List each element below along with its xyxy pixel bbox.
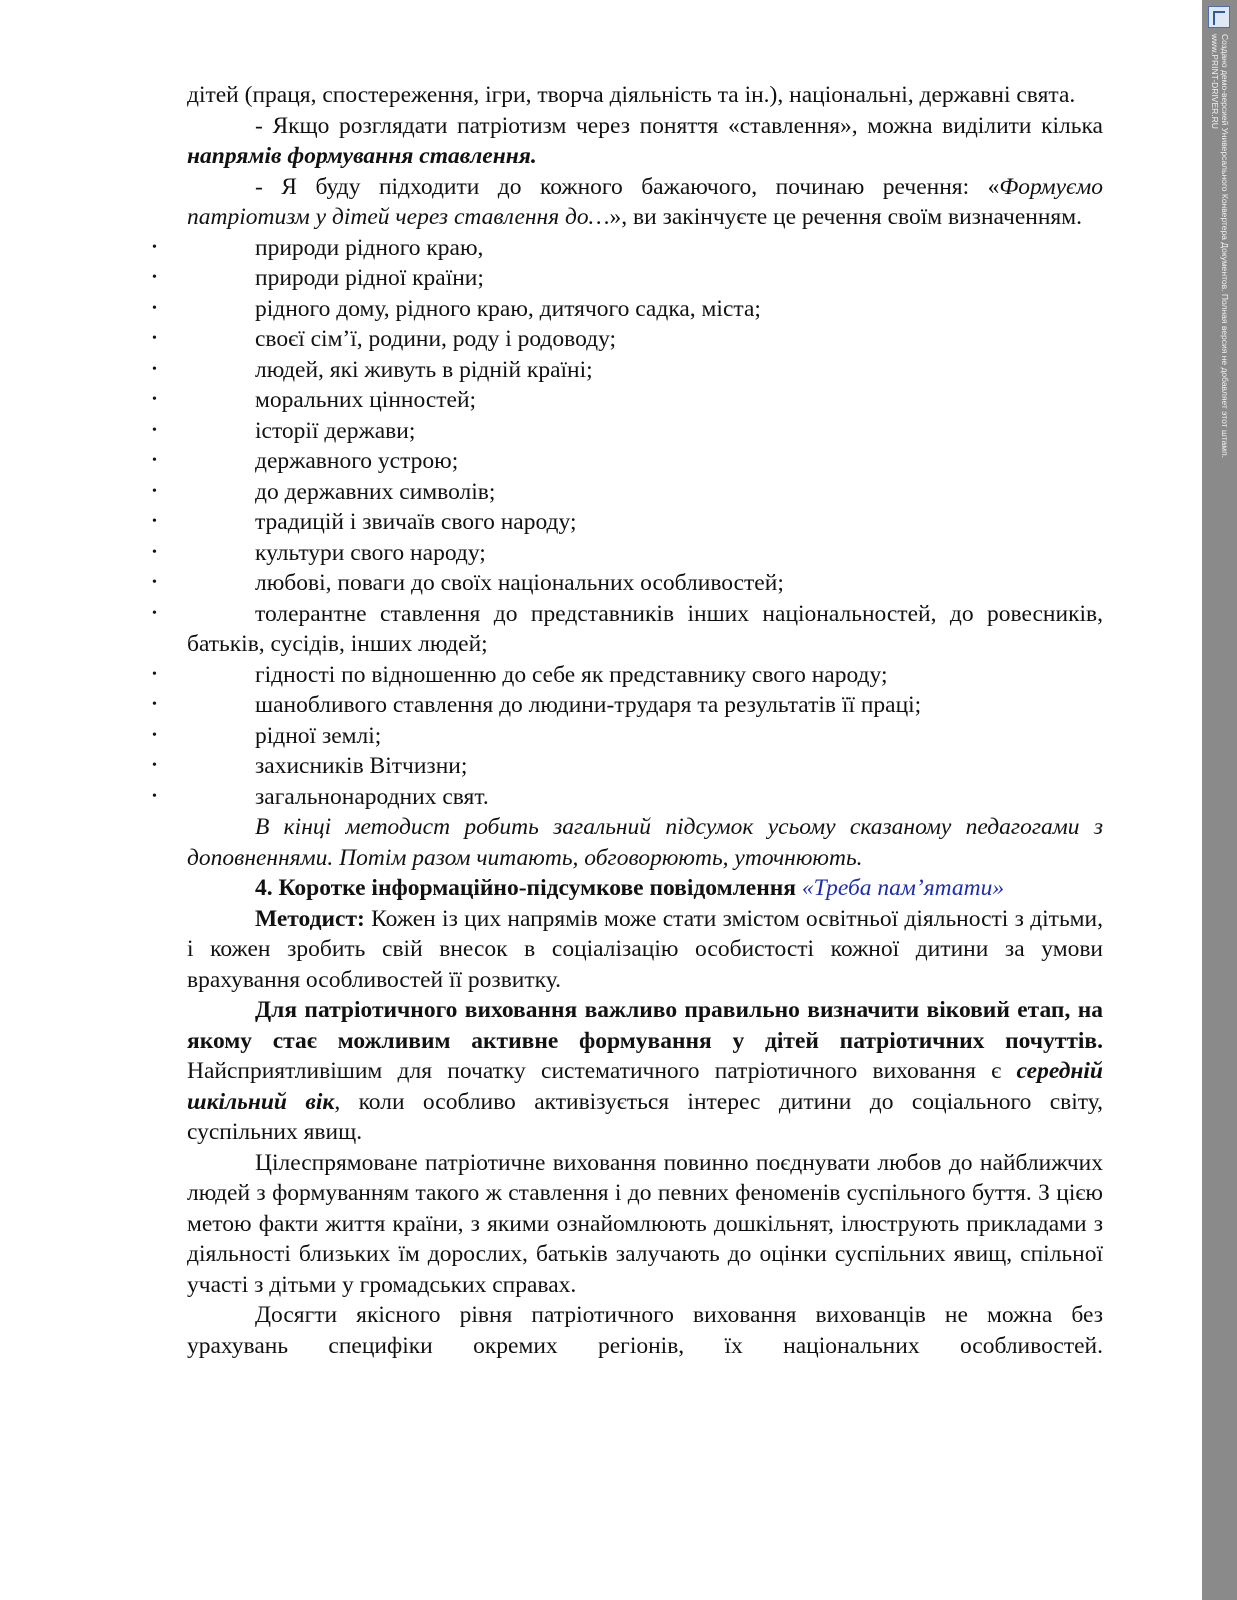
- list-item-text: рідного дому, рідного краю, дитячого садка, міста;: [255, 295, 761, 322]
- watermark-line-2: www.PRINT-DRIVER.RU: [1210, 34, 1220, 129]
- summary-paragraph: В кінці методист робить загальний підсумок усьому сказаному педагогами з доповненнями. Потім разом читають, обговорюють, уточнюють.: [187, 814, 1103, 871]
- bullet-icon: •: [152, 697, 157, 712]
- list-item: [152, 355, 1103, 386]
- list-item: [152, 538, 1103, 569]
- bullet-icon: •: [152, 788, 157, 804]
- age-paragraph-bold: Для патріотичного виховання важливо правильно визначити віковий етап, на якому стає можливим активне формування у дітей патріотичних почуттів.: [187, 997, 1103, 1054]
- list-item: [152, 477, 1103, 508]
- list-item-text: природи рідної країни;: [255, 265, 484, 291]
- list-item: [152, 721, 1103, 752]
- list-item-text: захисників Вітчизни;: [255, 753, 468, 779]
- list-item: [152, 568, 1103, 599]
- age-paragraph: [187, 995, 1103, 1148]
- converter-logo-icon: [1208, 6, 1230, 28]
- bullet-icon: •: [152, 392, 157, 407]
- list-item: [152, 416, 1103, 447]
- list-item-text: своєї сім’ї, родини, роду і родоводу;: [255, 326, 617, 352]
- bullet-icon: •: [152, 544, 157, 560]
- list-item: [152, 233, 1103, 264]
- list-item-text: моральних цінностей;: [255, 387, 477, 413]
- final-paragraph: Досягти якісного рівня патріотичного виховання вихованців не можна без урахувань специфіки окремих регіонів, їх національних особливостей.: [187, 1302, 1103, 1359]
- methodist-label: Методист:: [255, 905, 365, 932]
- bullet-icon: •: [152, 239, 157, 255]
- list-item-text: рідної землі;: [255, 722, 382, 749]
- list-item-text: загальнонародних свят.: [255, 783, 489, 810]
- bullet-icon: •: [152, 422, 157, 438]
- list-item: [152, 263, 1103, 294]
- list-item-text: толерантне ставлення до представників інших національностей, до ровесників, батьків, сусідів, інших людей;: [187, 600, 1103, 657]
- list-item-text: традицій і звичаїв свого народу;: [255, 509, 577, 535]
- list-item: [152, 446, 1103, 477]
- bullet-icon: •: [152, 575, 157, 590]
- paragraph-instruction-lead: - Я буду підходити до кожного бажаючого, починаю речення: «: [255, 173, 1000, 200]
- bullet-icon: •: [152, 758, 157, 773]
- focused-education-paragraph: Цілеспрямоване патріотичне виховання повинно поєднувати любов до найближчих людей з формуванням такого ж ставлення і до певних феноменів суспільного буття. З цією метою факти життя країни, з якими ознайомлюють дошкільнят, ілюструють прикладами з діяльності близьких їм дорослих, батьків залучають до оцінки суспільних явищ, спільної участі з дітьми у громадських справах.: [187, 1149, 1103, 1298]
- paragraph-directions-emphasis: напрямів формування ставлення.: [187, 143, 537, 169]
- list-item-text: шанобливого ставлення до людини-трударя та результатів її праці;: [255, 692, 922, 718]
- bullet-icon: •: [152, 605, 157, 621]
- paragraph-instruction-quote: Формуємо патріотизм у дітей через ставлення до…: [187, 173, 1103, 230]
- list-item: [152, 294, 1103, 325]
- bullet-icon: •: [152, 483, 157, 499]
- list-item-text: природи рідного краю,: [255, 234, 484, 261]
- list-item-text: історії держави;: [255, 417, 416, 444]
- list-item-text: державного устрою;: [255, 448, 459, 474]
- list-item-text: гідності по відношенню до себе як представнику свого народу;: [255, 661, 888, 688]
- list-item: [152, 599, 1103, 660]
- bullet-icon: •: [152, 361, 157, 377]
- converter-watermark-strip: [1202, 0, 1237, 1600]
- bullet-icon: •: [152, 270, 157, 285]
- list-item-text: культури свого народу;: [255, 539, 486, 566]
- watermark-line-1: Создано демо-версией Универсального Конвертера Документов. Полная версия не добавляет этот штамп.: [1220, 34, 1230, 459]
- list-item: [152, 660, 1103, 691]
- list-item: [152, 385, 1103, 416]
- methodist-text: Кожен із цих напрямів може стати змістом освітньої діяльності з дітьми, і кожен зробить свій внесок в соціалізацію особистості кожної дитини за умови врахування особливостей її розвитку.: [187, 905, 1103, 993]
- section-4-heading: [187, 873, 1103, 904]
- bullet-icon: •: [152, 514, 157, 529]
- list-item: [152, 507, 1103, 538]
- paragraph-directions-lead: - Якщо розглядати патріотизм через поняття «ставлення», можна виділити кілька: [255, 112, 1103, 139]
- paragraph-instruction-tail: », ви закінчуєте це речення своїм визначенням.: [609, 204, 1082, 230]
- age-paragraph-emphasis: середній шкільний вік: [187, 1058, 1103, 1115]
- list-item: [152, 324, 1103, 355]
- age-paragraph-text1: Найсприятливішим для початку систематичного патріотичного виховання є: [187, 1058, 1017, 1084]
- paragraph-continuation: дітей (праця, спостереження, ігри, творча діяльність та ін.), національні, державні свята.: [187, 82, 1076, 108]
- list-item-text: любові, поваги до своїх національних особливостей;: [255, 570, 784, 596]
- bullet-icon: •: [152, 453, 157, 468]
- bullet-icon: •: [152, 666, 157, 682]
- section-4-title: 4. Коротке інформаційно-підсумкове повідомлення: [255, 875, 802, 901]
- bullet-icon: •: [152, 727, 157, 743]
- list-item-text: до державних символів;: [255, 478, 496, 505]
- list-item-text: людей, які живуть в рідній країні;: [255, 356, 593, 383]
- age-paragraph-text2: , коли особливо активізується інтерес дитини до соціального світу, суспільних явищ.: [187, 1088, 1103, 1145]
- bullet-icon: •: [152, 300, 157, 316]
- paragraph-instruction: [187, 172, 1103, 233]
- section-4-quote: «Треба пам’ятати»: [801, 875, 1005, 901]
- list-item: [152, 690, 1103, 721]
- bullet-icon: •: [152, 331, 157, 346]
- directions-list: [152, 233, 1103, 813]
- document-page: [152, 80, 1103, 1361]
- list-item: [152, 751, 1103, 782]
- methodist-paragraph: [187, 904, 1103, 996]
- paragraph-directions: [187, 111, 1103, 172]
- list-item: [152, 782, 1103, 813]
- watermark-text: [1210, 34, 1230, 459]
